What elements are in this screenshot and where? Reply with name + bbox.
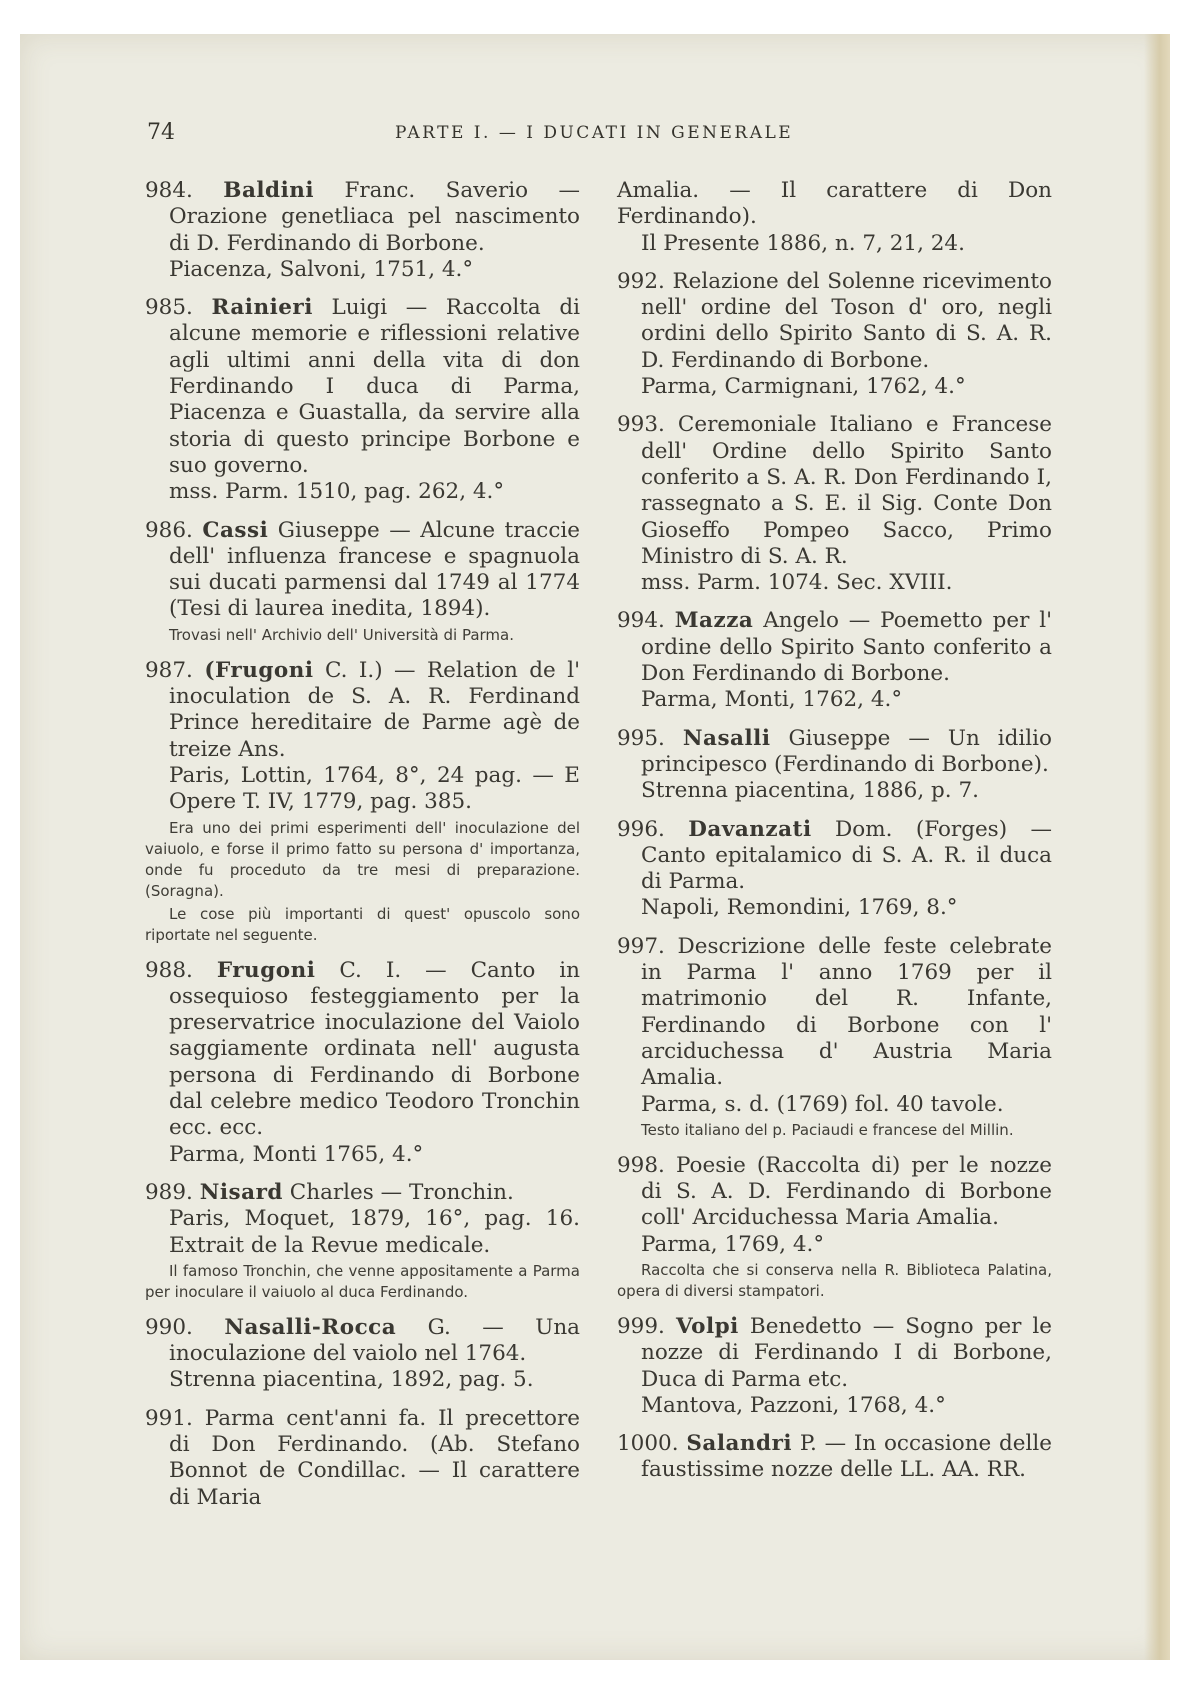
entry-author: Rainieri	[211, 295, 313, 321]
page-number: 74	[147, 120, 175, 145]
entry-text	[145, 178, 580, 257]
entry-imprint: Parma, Monti 1765, 4.°	[169, 1141, 424, 1167]
right-entries	[617, 269, 1052, 1484]
entry-text	[617, 1431, 1052, 1484]
entry-author: Baldini	[223, 178, 315, 203]
entry-title: Relazione del Solenne ricevimento nell' ordine del Toson d' oro, negli ordini dello Spirito Santo di S. A. R. D. Ferdinando di Borbone.	[641, 268, 1052, 373]
entry-number: 984.	[145, 178, 193, 203]
entry-title: P. — In occasione delle faustissime nozze delle LL. AA. RR.	[641, 1431, 1053, 1483]
entry-note: Trovasi nell' Archivio dell' Università di Parma.	[169, 625, 514, 644]
entry-title: Benedetto — Sogno per le nozze di Ferdinando I di Borbone, Duca di Parma etc.	[641, 1313, 1052, 1392]
entry-number: 998.	[617, 1152, 665, 1178]
entry-note: Era uno dei primi esperimenti dell' inoculazione del vaiuolo, e forse il primo fatto su persona d' importanza, onde fu proceduto da tre mesi di preparazione. (Soragna).	[145, 818, 580, 900]
entry-number: 994.	[617, 608, 665, 634]
bibliography-entry	[145, 295, 580, 505]
bibliography-entry	[145, 1315, 580, 1394]
entry-text	[617, 412, 1052, 570]
bibliography-entry	[145, 1406, 580, 1511]
entry-number: 987.	[145, 657, 193, 683]
entry-author: Salandri	[686, 1431, 793, 1457]
entry-note: Le cose più importanti di quest' opuscolo sono riportate nel seguente.	[145, 904, 580, 944]
entry-title: Ceremoniale Italiano e Francese dell' Ordine dello Spirito Santo conferito a S. A. R. Don Ferdinando I, rassegnato a S. E. il Sig. Conte Don Gioseffo Pompeo Sacco, Primo Ministro di S. A. R.	[641, 412, 1052, 569]
entry-author: Nasalli-Rocca	[224, 1314, 397, 1340]
running-head: PARTE I. — I DUCATI IN GENERALE	[395, 123, 794, 143]
entry-title: Dom. (Forges) — Canto epitalamico di S. A. R. il duca di Parma.	[641, 816, 1052, 895]
entry-title: C. I.) — Relation de l' inoculation de S. A. R. Ferdinand Prince hereditaire de Parme agè de treize Ans.	[169, 657, 580, 762]
entry-note: Testo italiano del p. Paciaudi e francese del Millin.	[641, 1120, 1014, 1139]
bibliography-entry	[617, 412, 1052, 596]
entry-imprint: Paris, Lottin, 1764, 8°, 24 pag. — E Opere T. IV, 1779, pag. 385.	[169, 762, 580, 815]
entry-author: Volpi	[675, 1313, 739, 1339]
bibliography-entry	[617, 1314, 1052, 1419]
entry-text	[145, 295, 580, 479]
entry-author: Nisard	[199, 1179, 283, 1205]
entry-title: Giuseppe — Alcune traccie dell' influenza francese e spagnuola sui ducati parmensi dal 1749 al 1774 (Tesi di laurea inedita, 1894).	[169, 517, 580, 622]
entry-author: (Frugoni	[204, 657, 314, 683]
entry-imprint: Mantova, Pazzoni, 1768, 4.°	[641, 1392, 946, 1418]
bibliography-entry	[617, 726, 1052, 805]
entry-number: 993.	[617, 412, 665, 438]
entry-imprint: Strenna piacentina, 1886, p. 7.	[641, 778, 979, 804]
entry-imprint: mss. Parm. 1510, pag. 262, 4.°	[169, 479, 505, 505]
entry-title: Descrizione delle feste celebrate in Parma l' anno 1769 per il matrimonio del R. Infante, Ferdinando di Borbone con l' arciduchessa d' Austria Maria Amalia.	[641, 933, 1052, 1091]
bibliography-entry	[617, 817, 1052, 922]
entry-text	[145, 518, 580, 623]
entry-text	[617, 1153, 1052, 1232]
entry-number: 990.	[145, 1314, 193, 1340]
entry-number: 989.	[145, 1179, 193, 1205]
bibliography-entry	[617, 608, 1052, 713]
bibliography-entry	[617, 1153, 1052, 1302]
entry-title: Poesie (Raccolta di) per le nozze di S. A. D. Ferdinando di Borbone coll' Arciduchessa Maria Amalia.	[641, 1152, 1052, 1231]
entry-number: 988.	[145, 957, 193, 983]
continuation-text: Amalia. — Il carattere di Don Ferdinando).	[617, 178, 1052, 230]
entry-number: 995.	[617, 725, 665, 751]
bibliography-entry	[145, 958, 580, 1168]
entry-note: Il famoso Tronchin, che venne appositamente a Parma per inoculare il vaiuolo al duca Ferdinando.	[145, 1261, 580, 1301]
entry-number: 1000.	[617, 1431, 679, 1457]
left-column	[145, 178, 580, 1523]
entry-title: Giuseppe — Un idilio principesco (Ferdinando di Borbone).	[641, 725, 1052, 777]
bibliography-entry	[145, 178, 580, 283]
entry-title: C. I. — Canto in ossequioso festeggiamento per la preservatrice inoculazione del Vaiolo saggiamente ordinata nell' augusta persona di Ferdinando di Borbone dal celebre medico Teodoro Tronchin ecc. ecc.	[169, 957, 580, 1141]
entry-text	[617, 269, 1052, 374]
bibliography-entry	[145, 658, 580, 946]
continuation-imprint: Il Presente 1886, n. 7, 21, 24.	[641, 230, 965, 256]
entry-text	[145, 658, 580, 763]
entry-number: 999.	[617, 1313, 665, 1339]
entry-imprint: Strenna piacentina, 1892, pag. 5.	[169, 1367, 534, 1393]
entry-author: Mazza	[674, 608, 754, 634]
entry-number: 991.	[145, 1405, 193, 1431]
entry-number: 992.	[617, 268, 665, 294]
entry-title: Charles — Tronchin.	[282, 1179, 514, 1205]
right-column	[617, 178, 1052, 1496]
entry-text	[145, 1315, 580, 1368]
bibliography-entry	[617, 934, 1052, 1141]
entry-author: Cassi	[202, 517, 269, 543]
entry-title: Parma cent'anni fa. Il precettore di Don Ferdinando. (Ab. Stefano Bonnot de Condillac. — Il carattere di Maria	[169, 1405, 580, 1510]
bibliography-entry	[145, 1180, 580, 1303]
entry-text	[617, 608, 1052, 687]
bibliography-entry	[617, 1431, 1052, 1484]
entry-author: Nasalli	[682, 725, 771, 751]
entry-imprint: Parma, Carmignani, 1762, 4.°	[641, 374, 966, 400]
entry-number: 996.	[617, 816, 665, 842]
entry-text	[617, 726, 1052, 779]
page-edge-shadow	[1144, 34, 1170, 1660]
entry-imprint: mss. Parm. 1074. Sec. XVIII.	[641, 570, 953, 596]
entry-text	[617, 1314, 1052, 1393]
entry-imprint: Parma, 1769, 4.°	[641, 1231, 825, 1257]
bibliography-entry	[617, 269, 1052, 400]
entry-text	[617, 817, 1052, 896]
entry-text	[617, 934, 1052, 1092]
entry-text	[145, 1406, 580, 1511]
entry-text	[145, 1180, 580, 1206]
entry-imprint: Napoli, Remondini, 1769, 8.°	[641, 895, 958, 921]
entry-number: 997.	[617, 933, 665, 959]
entry-title: G. — Una inoculazione del vaiolo nel 1764.	[169, 1314, 580, 1367]
bibliography-entry	[145, 518, 580, 646]
entry-imprint: Parma, Monti, 1762, 4.°	[641, 687, 903, 713]
entry-text	[145, 958, 580, 1142]
entry-imprint: Paris, Moquet, 1879, 16°, pag. 16. Extrait de la Revue medicale.	[169, 1206, 580, 1258]
entry-number: 985.	[145, 295, 193, 321]
entry-title: Luigi — Raccolta di alcune memorie e riflessioni relative agli ultimi anni della vita di don Ferdinando I duca di Parma, Piacenza e Guastalla, da servire alla storia di questo principe Borbone e suo governo.	[169, 295, 580, 478]
entry-note: Raccolta che si conserva nella R. Biblioteca Palatina, opera di diversi stampatori.	[617, 1260, 1052, 1300]
entry-imprint: Parma, s. d. (1769) fol. 40 tavole.	[641, 1091, 1004, 1117]
entry-number: 986.	[145, 517, 193, 543]
continuation-block	[617, 178, 1052, 257]
entry-author: Davanzati	[688, 816, 812, 842]
entry-title: Angelo — Poemetto per l' ordine dello Spirito Santo conferito a Don Ferdinando di Borbone.	[641, 608, 1052, 687]
page-header	[0, 120, 1196, 150]
entry-author: Frugoni	[216, 957, 316, 983]
entry-title: Franc. Saverio — Orazione genetliaca pel nascimento di D. Ferdinando di Borbone.	[169, 178, 580, 256]
entry-imprint: Piacenza, Salvoni, 1751, 4.°	[169, 256, 474, 282]
